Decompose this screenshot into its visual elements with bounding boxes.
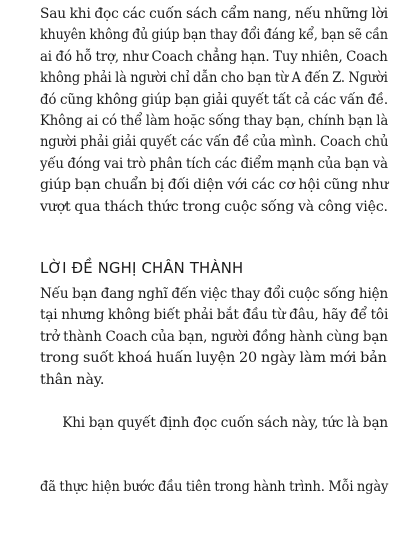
text-line: trở thành Coach của bạn, người đồng hành cùng bạn [40, 328, 388, 345]
text-line: Không ai có thể làm hoặc sống thay bạn, chính bạn là [40, 113, 389, 130]
text-line: Khi bạn quyết định đọc cuốn sách này, tức là bạn [40, 414, 389, 431]
text-line: khuyên không đủ giúp bạn thay đổi đáng kể, bạn sẽ cần [40, 27, 388, 44]
text-line: đã thực hiện bước đầu tiên trong hành trình. Mỗi ngày [40, 479, 389, 496]
text-line: thân này. [40, 371, 105, 388]
text-line: trong suốt khoá huấn luyện 20 ngày làm mới bản [40, 350, 387, 367]
text-line: tại nhưng không biết phải bắt đầu từ đâu, hãy để tôi [40, 307, 389, 324]
section-heading: LỜI ĐỀ NGHỊ CHÂN THÀNH [40, 260, 244, 277]
text-line: vượt qua thách thức trong cuộc sống và công việc. [40, 198, 388, 215]
paragraph-intro [40, 4, 388, 218]
text-line: đó cũng không giúp bạn giải quyết tất cả các vấn đề. [40, 91, 389, 108]
text-line: Nếu bạn đang nghĩ đến việc thay đổi cuộc sống hiện [40, 286, 389, 302]
text-line: yếu đóng vai trò phân tích các điểm mạnh của bạn và [40, 155, 388, 172]
text-line: người phải giải quyết các vấn đề của mình. Coach chủ [40, 134, 389, 151]
text-line: giúp bạn chuẩn bị đối diện với các cơ hội cũng như [40, 177, 389, 194]
text-line: ai đó hỗ trợ, như Coach chẳng hạn. Tuy nhiên, Coach [40, 48, 388, 65]
paragraph-decision [40, 370, 388, 541]
text-line: không phải là người chỉ dẫn cho bạn từ A đến Z. Người [40, 70, 388, 87]
text-line: Sau khi đọc các cuốn sách cẩm nang, nếu những lời [40, 6, 388, 22]
